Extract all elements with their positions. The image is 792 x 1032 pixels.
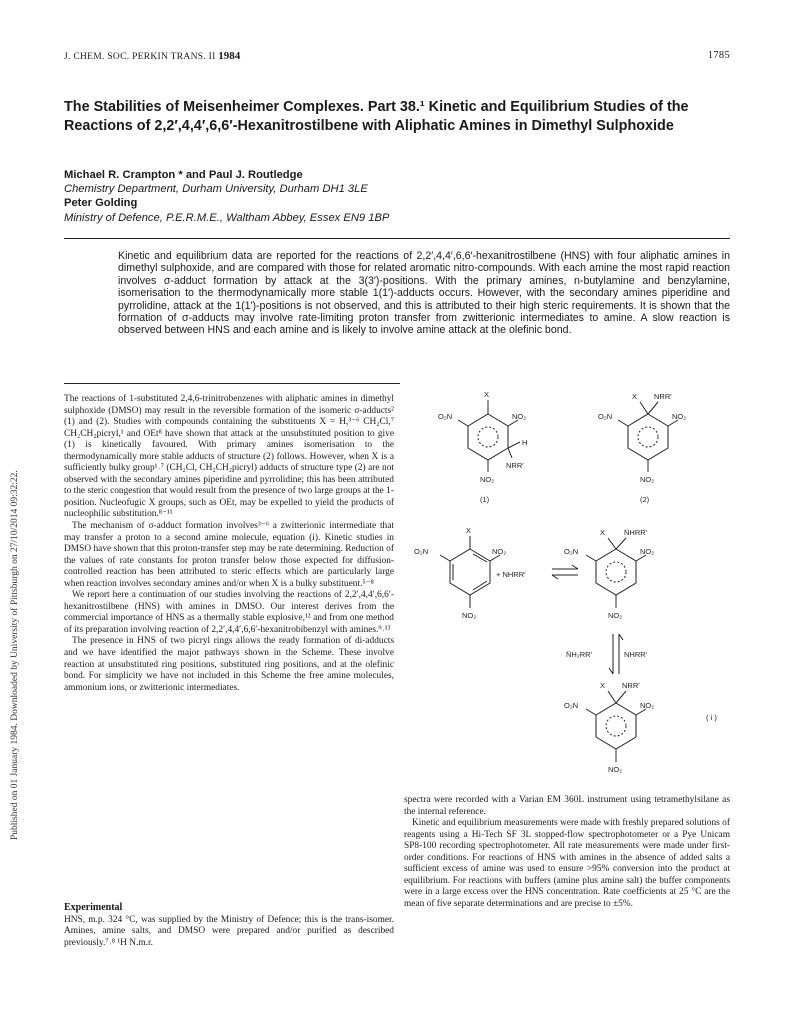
- s1-no2-label: NO₂: [512, 412, 527, 421]
- affiliation-2: Ministry of Defence, P.E.R.M.E., Waltham Abbey, Essex EN9 1BP: [64, 211, 390, 224]
- amine-label: NHRR′: [624, 650, 648, 659]
- structure-1-label: (1): [480, 495, 490, 504]
- s1-nrr-label: NRR′: [506, 461, 524, 470]
- s1-no2-bottom-label: NO₂: [480, 475, 495, 484]
- paragraph-hns: We report here a continuation of our studies involving the reactions of 2,2′,4,4′,6,6′-hexanitrostilbene (HNS) with amines in DMSO. Our interest derives from the commercial importance of HNS as a thermally stable explosive,¹² and from one method of its preparation involving reaction of 2,2′,4,4′,6,6′-hexanitrobibenzyl with amines.⁹˒¹³: [64, 590, 394, 635]
- z-x-label: X: [600, 528, 606, 537]
- a-no2-bottom-label: NO₂: [608, 765, 623, 774]
- abstract-rule: [64, 383, 400, 384]
- s2-no2-label: NO₂: [672, 412, 687, 421]
- equilibrium-arrows-horizontal: [552, 565, 578, 579]
- ammonium-label: N̈H₂RR′: [566, 650, 592, 659]
- right-column: [404, 795, 730, 910]
- b-x-label: X: [466, 526, 472, 535]
- plus-amine-label: + NHRR′: [496, 570, 526, 579]
- s2-nrr-label: NRR′: [654, 392, 672, 401]
- author-line-2: Peter Golding: [64, 197, 138, 210]
- z-nhrr-label: N̈HRR′: [624, 528, 648, 537]
- page-number: 1785: [707, 50, 730, 61]
- experimental-text: HNS, m.p. 324 °C, was supplied by the Ministry of Defence; this is the trans-isomer. Amines, amine salts, and DMSO were prepared and/or purified as described previously.⁷˒⁸ ¹H N.m.r.: [64, 914, 394, 948]
- paragraph-mechanism: The mechanism of σ-adduct formation involves³⁻⁶ a zwitterionic intermediate that may transfer a proton to a second amine molecule, equation (i). Kinetic studies in DMSO have shown that this proton-transfer step may be rate determining. Reduction of the values of rate constants for proton transfer below those expected for diffusion-controlled reaction has been attributed to steric effects which are particularly large when reaction involves secondary amines and/or when X is a bulky substituent.⁵⁻⁸: [64, 521, 394, 589]
- equilibrium-arrows-vertical: [609, 634, 623, 674]
- download-note: Published on 01 January 1984. Downloaded by University of Pittsburgh on 27/10/2014 09:32:22.: [10, 470, 20, 840]
- s2-no2-bottom-label: NO₂: [640, 475, 655, 484]
- article-title: The Stabilities of Meisenheimer Complexes. Part 38.¹ Kinetic and Equilibrium Studies of the Reactions of 2,2′,4,4′,6,6′-Hexanitrostilbene with Aliphatic Amines in Dimethyl Sulphoxide: [64, 99, 689, 134]
- s2-x-label: X: [632, 392, 638, 401]
- s1-o2n-label: O₂N: [438, 412, 453, 421]
- paragraph-nmr: spectra were recorded with a Varian EM 360L instrument using tetramethylsilane as the internal reference.: [404, 795, 730, 817]
- journal-name: J. CHEM. SOC. PERKIN TRANS. II 1984: [64, 50, 241, 62]
- affiliation-1: Chemistry Department, Durham University, Durham DH1 3LE: [64, 183, 368, 196]
- paragraph-kinetics: Kinetic and equilibrium measurements were made with freshly prepared solutions of reagents using a Hi-Tech SF 3L stopped-flow spectrophotometer or a Pye Unicam SP8-100 recording spectrophotometer. All rate measurements were made under first-order conditions. For reactions of HNS with amines in the absence of added salts a sufficient excess of amine was used to ensure >95% conversion into the product at equilibrium. For reactions with buffers (amine plus amine salt) the buffer components were in a large excess over the HNS concentration. Rate coefficients at 25 °C are the mean of five separate determinations and are precise to ±5%.: [404, 818, 730, 909]
- trinitrobenzene-ring: [440, 536, 500, 608]
- b-no2-bottom-label: NO₂: [462, 611, 477, 620]
- s1-h-label: H: [522, 438, 528, 447]
- reaction-scheme: [400, 386, 730, 786]
- paragraph-intro: The reactions of 1-substituted 2,4,6-trinitrobenzenes with aliphatic amines in dimethyl sulphoxide (DMSO) may result in the reversible formation of the isomeric σ-adducts² (1) and (2). Studies with compounds containing the substituents X = H,³⁻⁶ CH₂Cl,⁷ CH₂CH₂picryl,¹ and OEt⁸ have shown that attack at the unsubstituted position to give (1) is kinetically favoured. With primary amines isomerisation to the thermodynamically more stable adducts of structure (2) follows. However, when X is a sufficiently bulky group¹˒⁷ (CH₂Cl, CH₂CH₂picryl) adducts of structure type (2) are not observed with the secondary amines piperidine and pyrrolidine; this has been attributed to the steric congestion that would result from the presence of two large groups at the 1-position. Nucleofugic X groups, such as OEt, may be expelled to yield the products of nucleophilic substitution.⁸⁻¹¹: [64, 394, 394, 520]
- structure-2-label: (2): [640, 495, 650, 504]
- author-line-1: Michael R. Crampton * and Paul J. Routledge: [64, 169, 303, 181]
- download-watermark: [0, 150, 24, 850]
- b-o2n-label: O₂N: [414, 547, 429, 556]
- b-no2-label: NO₂: [492, 547, 507, 556]
- structure-2-ring: [618, 402, 678, 472]
- experimental-heading: Experimental: [64, 902, 123, 913]
- z-no2-label: NO₂: [640, 547, 655, 556]
- experimental-section: [64, 902, 394, 949]
- zwitterion-ring: [586, 538, 646, 608]
- z-o2n-label: O₂N: [564, 547, 579, 556]
- s1-x-label: X: [484, 390, 490, 399]
- a-x-label: X: [600, 681, 606, 690]
- a-nrr-label: NRR′: [622, 681, 640, 690]
- author-block: [64, 168, 730, 225]
- paragraph-scheme: The presence in HNS of two picryl rings allows the ready formation of di-adducts and we have identified the major pathways shown in the Scheme. These involve reaction at unsubstituted ring positions, substituted ring positions, and at the olefinic bond. For simplicity we have not included in this Scheme the free amine molecules, ammonium ions, or zwitterionic intermediates.: [64, 636, 394, 693]
- a-o2n-label: O₂N: [564, 701, 579, 710]
- header-rule: [64, 238, 730, 239]
- scheme-svg: [400, 386, 730, 786]
- equation-label: ( i ): [706, 713, 717, 722]
- a-no2-label: NO₂: [640, 701, 655, 710]
- abstract: Kinetic and equilibrium data are reported for the reactions of 2,2′,4,4′,6,6′-hexanitrostilbene (HNS) with four aliphatic amines in dimethyl sulphoxide, and are compared with those for related aromatic nitro-compounds. With each amine the most rapid reaction involves σ-adduct formation by attack at the 3(3′)-positions. With the primary amines, n-butylamine and benzylamine, isomerisation to the thermodynamically more stable 1(1′)-adducts occurs. However, with the secondary amines piperidine and pyrrolidine, attack at the 1(1′)-positions is not observed, and this is attributed to their high steric requirements. It is shown that the formation of σ-adducts may involve rate-limiting proton transfer from zwitterionic intermediates to amine. A slow reaction is observed between HNS and each amine and is likely to involve amine attack at the olefinic bond.: [118, 250, 730, 337]
- left-column: [64, 394, 394, 694]
- s2-o2n-label: O₂N: [598, 412, 613, 421]
- adduct-ring: [586, 691, 646, 762]
- z-no2-bottom-label: NO₂: [608, 611, 623, 620]
